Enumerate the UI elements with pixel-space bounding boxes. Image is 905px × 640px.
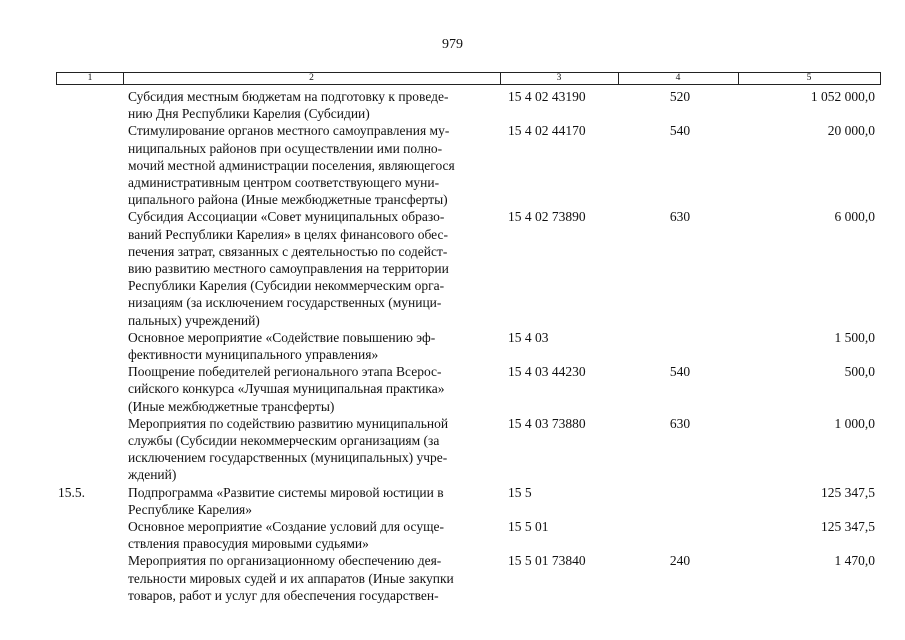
row-number: 15.5. — [58, 484, 85, 500]
row-sum: 6 000,0 — [834, 209, 875, 225]
row-name-line: сийского конкурса «Лучшая муниципальная практика» — [128, 381, 445, 397]
row-name-line: Мероприятия по организационному обеспечению дея- — [128, 553, 442, 569]
table-header — [56, 72, 881, 85]
row-code: 15 4 03 — [508, 329, 549, 345]
row-name-line: пальных) учреждений) — [128, 312, 260, 328]
row-code: 15 5 — [508, 484, 532, 500]
row-sum: 500,0 — [844, 364, 875, 380]
row-name-line: Мероприятия по содействию развитию муниципальной — [128, 415, 449, 431]
table-row — [0, 88, 905, 122]
table-row — [0, 518, 905, 552]
row-code: 15 4 03 73880 — [508, 415, 586, 431]
row-name-line: исключением государственных (муниципальных) учре- — [128, 450, 448, 466]
header-col-3: 3 — [500, 73, 619, 84]
table-row — [0, 208, 905, 328]
row-sum: 125 347,5 — [821, 519, 875, 535]
row-name-line: Субсидия местным бюджетам на подготовку к проведе- — [128, 89, 449, 104]
row-name-line: ниципальных районов при осуществлении ими полно- — [128, 140, 443, 156]
row-name-line: Стимулирование органов местного самоуправления му- — [128, 123, 450, 139]
row-name-line: Основное мероприятие «Создание условий для осуще- — [128, 519, 444, 535]
table-row — [0, 122, 905, 208]
row-name — [128, 88, 498, 122]
row-name — [128, 208, 498, 328]
row-name — [128, 552, 498, 604]
row-name — [128, 122, 498, 208]
table-body — [0, 88, 905, 604]
row-name-line: печения затрат, связанных с деятельностью по содейст- — [128, 243, 448, 259]
row-code: 15 4 03 44230 — [508, 364, 586, 380]
page-number: 979 — [442, 37, 463, 52]
row-name-line: ципального района (Иные межбюджетные трансферты) — [128, 192, 448, 208]
table-row — [0, 415, 905, 484]
row-sum: 1 470,0 — [834, 553, 875, 569]
row-name-line: Субсидия Ассоциации «Совет муниципальных образо- — [128, 209, 445, 225]
row-sum: 1 500,0 — [834, 329, 875, 345]
row-name-line: вию развитию местного самоуправления на территории — [128, 261, 449, 277]
row-name-line: административным центром соответствующего муни- — [128, 175, 440, 191]
row-code: 15 4 02 44170 — [508, 123, 586, 139]
row-expense-type: 630 — [669, 415, 691, 431]
row-sum: 125 347,5 — [821, 484, 875, 500]
row-name-line: ствления правосудия мировыми судьями» — [128, 536, 369, 552]
table-row — [0, 484, 905, 518]
row-expense-type: 630 — [669, 209, 691, 225]
row-name-line: (Иные межбюджетные трансферты) — [128, 398, 335, 414]
row-name — [128, 329, 498, 363]
row-name-line: товаров, работ и услуг для обеспечения государствен- — [128, 587, 439, 603]
row-expense-type: 240 — [669, 553, 691, 569]
row-name-line: ваний Республики Карелия» в целях финансового обес- — [128, 226, 448, 242]
row-name-line: Поощрение победителей регионального этапа Всерос- — [128, 364, 442, 380]
row-name-line: Подпрограмма «Развитие системы мировой юстиции в — [128, 484, 444, 500]
row-code: 15 4 02 73890 — [508, 209, 586, 225]
row-code: 15 5 01 — [508, 519, 549, 535]
header-col-2: 2 — [123, 73, 501, 84]
row-name — [128, 363, 498, 415]
row-sum: 1 000,0 — [834, 415, 875, 431]
row-name-line: тельности мировых судей и их аппаратов (Иные закупки — [128, 570, 454, 586]
row-name-line: Основное мероприятие «Содействие повышению эф- — [128, 329, 436, 345]
row-name-line: службы (Субсидии некоммерческим организациям (за — [128, 433, 440, 449]
row-sum: 20 000,0 — [827, 123, 875, 139]
row-code: 15 4 02 43190 — [508, 89, 586, 104]
row-name — [128, 415, 498, 484]
row-name-line: низациям (за исключением государственных (муници- — [128, 295, 442, 311]
row-name-line: ждений) — [128, 467, 177, 483]
row-name-line: мочий местной администрации поселения, являющегося — [128, 157, 455, 173]
row-expense-type: 540 — [669, 364, 691, 380]
row-name-line: Республики Карелия (Субсидии некоммерческим орга- — [128, 278, 445, 294]
table-row — [0, 552, 905, 604]
row-expense-type: 520 — [669, 89, 691, 104]
row-name — [128, 518, 498, 552]
row-name-line: нию Дня Республики Карелия (Субсидии) — [128, 106, 370, 122]
row-expense-type: 540 — [669, 123, 691, 139]
row-sum: 1 052 000,0 — [810, 89, 875, 104]
table-row — [0, 329, 905, 363]
header-col-4: 4 — [618, 73, 739, 84]
row-code: 15 5 01 73840 — [508, 553, 586, 569]
row-name-line: Республике Карелия» — [128, 501, 253, 517]
header-col-1: 1 — [57, 73, 124, 84]
row-name-line: фективности муниципального управления» — [128, 347, 379, 363]
table-row — [0, 363, 905, 415]
header-col-5: 5 — [806, 73, 812, 83]
row-name — [128, 484, 498, 518]
